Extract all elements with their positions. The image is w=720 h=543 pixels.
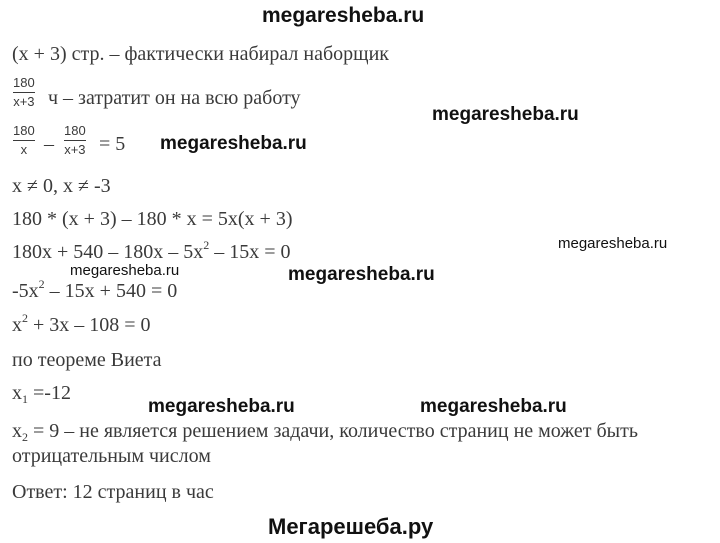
solution-line-2-text: ч – затратит он на всю работу bbox=[48, 87, 301, 109]
watermark-bottom-right: megaresheba.ru bbox=[420, 396, 567, 417]
solution-line-4: x ≠ 0, x ≠ -3 bbox=[12, 175, 111, 197]
fraction-numerator: 180 bbox=[13, 123, 35, 138]
fraction-bar bbox=[13, 92, 35, 93]
line11-rest: = 9 – не является решением задачи, количество страниц не может быть bbox=[28, 420, 638, 442]
watermark-left-small: megaresheba.ru bbox=[70, 262, 180, 279]
watermark-top: megaresheba.ru bbox=[262, 4, 425, 27]
solution-line-9: по теореме Виета bbox=[12, 349, 162, 371]
fraction-numerator: 180 bbox=[13, 75, 35, 90]
line7-exponent: 2 bbox=[38, 277, 45, 291]
fraction-denominator: x+3 bbox=[64, 141, 86, 157]
fraction-180-over-x bbox=[13, 124, 35, 156]
solution-line-1: (x + 3) стр. – фактически набирал наборщик bbox=[12, 43, 389, 65]
fraction-denominator: x+3 bbox=[13, 93, 35, 109]
fraction-denominator: x bbox=[20, 141, 28, 157]
watermark-right-small: megaresheba.ru bbox=[558, 235, 668, 252]
line8-exponent: 2 bbox=[22, 311, 28, 325]
fraction-bar bbox=[13, 140, 35, 141]
solution-line-11 bbox=[12, 420, 638, 444]
line6-part-a: 180x + 540 – 180x – 5x bbox=[12, 241, 204, 263]
line10-rest: =-12 bbox=[28, 382, 71, 404]
line6-part-b: – 15x = 0 bbox=[209, 241, 291, 263]
fraction-180-over-x-plus-3 bbox=[13, 76, 35, 108]
solution-line-5: 180 * (x + 3) – 180 * x = 5x(x + 3) bbox=[12, 208, 293, 230]
watermark-inline: megaresheba.ru bbox=[160, 133, 307, 154]
solution-line-6 bbox=[12, 238, 291, 263]
line8-part-a: x bbox=[12, 314, 22, 336]
line11-subscript: 2 bbox=[22, 430, 28, 444]
line10-subscript: 1 bbox=[22, 392, 28, 406]
equation-rhs: = 5 bbox=[99, 133, 126, 155]
line7-part-b: – 15x + 540 = 0 bbox=[44, 280, 178, 302]
fraction-bar bbox=[64, 140, 86, 141]
line8-part-b: + 3x – 108 = 0 bbox=[28, 314, 151, 336]
watermark-mid: megaresheba.ru bbox=[288, 264, 435, 285]
solution-answer: Ответ: 12 страниц в час bbox=[12, 481, 214, 503]
minus-sign: – bbox=[44, 133, 54, 155]
solution-line-7 bbox=[12, 277, 178, 302]
fraction-180-over-x-plus-3-b bbox=[64, 124, 86, 156]
watermark-right: megaresheba.ru bbox=[432, 104, 579, 125]
watermark-footer: Мегарешеба.ру bbox=[268, 514, 434, 539]
line11-var: x bbox=[12, 420, 22, 442]
line6-exponent: 2 bbox=[203, 238, 210, 252]
solution-line-10 bbox=[12, 382, 71, 406]
watermark-bottom-left: megaresheba.ru bbox=[148, 396, 295, 417]
line10-var: x bbox=[12, 382, 22, 404]
solution-line-12: отрицательным числом bbox=[12, 445, 211, 467]
fraction-numerator: 180 bbox=[64, 123, 86, 138]
solution-line-8 bbox=[12, 311, 151, 336]
line7-part-a: -5x bbox=[12, 280, 39, 302]
